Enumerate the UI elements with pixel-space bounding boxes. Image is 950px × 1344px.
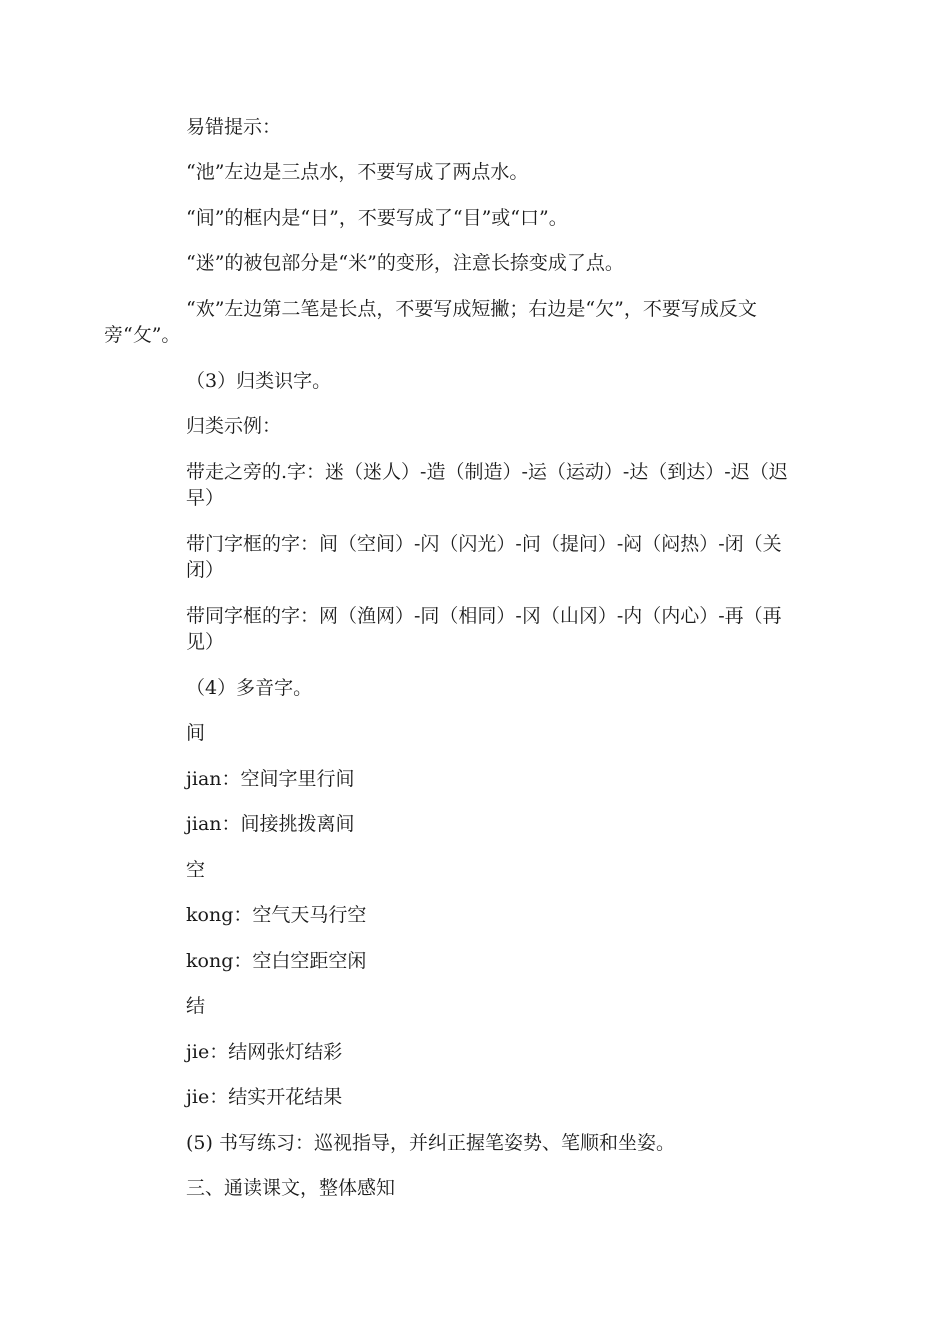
text-line: 旁“攵”。	[104, 324, 181, 346]
kong-reading-2	[186, 948, 850, 974]
text-line: 归类示例：	[186, 415, 282, 437]
polyphone-jie	[186, 993, 850, 1019]
text-line: jie：结网张灯结彩	[186, 1041, 343, 1063]
text-line: kong：空白空距空闲	[186, 950, 367, 972]
text-line: 带走之旁的.字：迷（迷人）-造（制造）-运（运动）-达（到达）-迟（迟	[186, 461, 788, 483]
text-line: “间”的框内是“日”，不要写成了“目”或“口”。	[186, 207, 568, 229]
polyphone-jian	[186, 720, 850, 746]
text-line: jie：结实开花结果	[186, 1086, 343, 1108]
text-line: “池”左边是三点水，不要写成了两点水。	[186, 161, 529, 183]
tip-chi-paragraph	[186, 159, 850, 185]
section-4-heading	[186, 675, 850, 701]
tip-huan-paragraph	[104, 296, 850, 348]
text-line: 三、通读课文，整体感知	[186, 1177, 396, 1199]
text-line: “欢”左边第二笔是长点，不要写成短撇；右边是“欠”，不要写成反文	[186, 298, 757, 320]
text-line: jian：空间字里行间	[186, 768, 355, 790]
class-zou-paragraph	[186, 459, 850, 511]
text-line: 早）	[186, 487, 225, 509]
text-line: 易错提示：	[186, 116, 282, 138]
text-line: （4）多音字。	[186, 677, 313, 699]
tip-jian-paragraph	[186, 205, 850, 231]
class-tong-paragraph	[186, 603, 850, 655]
section-5-paragraph	[186, 1130, 850, 1156]
jie-reading-2	[186, 1084, 850, 1110]
text-line: 结	[186, 995, 206, 1017]
tip-mi-paragraph	[186, 250, 850, 276]
text-line: (5) 书写练习：巡视指导，并纠正握笔姿势、笔顺和坐姿。	[186, 1132, 675, 1154]
text-line: kong：空气天马行空	[186, 904, 367, 926]
tip-heading	[186, 114, 850, 140]
section-three-heading	[186, 1175, 850, 1201]
class-example-heading	[186, 413, 850, 439]
kong-reading-1	[186, 902, 850, 928]
text-line: （3）归类识字。	[186, 370, 332, 392]
text-line: 带同字框的字：网（渔网）-同（相同）-冈（山冈）-内（内心）-再（再	[186, 605, 782, 627]
text-line: 间	[186, 722, 206, 744]
text-line: “迷”的被包部分是“米”的变形，注意长捺变成了点。	[186, 252, 624, 274]
jie-reading-1	[186, 1039, 850, 1065]
text-line: 带门字框的字：间（空间）-闪（闪光）-问（提问）-闷（闷热）-闭（关	[186, 533, 782, 555]
jian-reading-1	[186, 766, 850, 792]
text-line: 闭）	[186, 559, 225, 581]
polyphone-kong	[186, 857, 850, 883]
section-3-heading	[186, 368, 850, 394]
text-line: 空	[186, 859, 206, 881]
class-men-paragraph	[186, 531, 850, 583]
text-line: jian：间接挑拨离间	[186, 813, 355, 835]
jian-reading-2	[186, 811, 850, 837]
text-line: 见）	[186, 631, 225, 653]
